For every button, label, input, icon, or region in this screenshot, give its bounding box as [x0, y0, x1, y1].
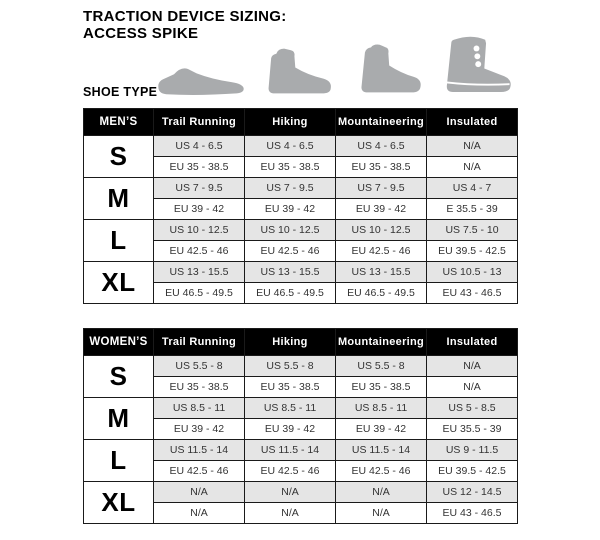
us-size-cell: US 4 - 7	[427, 178, 518, 199]
size-label-s: S	[84, 136, 154, 178]
us-size-cell: US 7 - 9.5	[154, 178, 245, 199]
us-size-cell: US 13 - 15.5	[154, 262, 245, 283]
us-size-cell: N/A	[245, 482, 336, 503]
column-header-hiking: Hiking	[245, 329, 336, 356]
eu-size-cell: EU 42.5 - 46	[245, 241, 336, 262]
us-size-cell: US 10.5 - 13	[427, 262, 518, 283]
size-label-m: M	[84, 178, 154, 220]
insulated-boot-icon	[428, 34, 518, 96]
column-header-mountaineering: Mountaineering	[336, 109, 427, 136]
mens-size-table	[83, 108, 518, 304]
us-size-cell: US 5.5 - 8	[245, 356, 336, 377]
header-row	[84, 109, 518, 136]
us-size-cell: N/A	[154, 482, 245, 503]
women-s-label: WOMEN’S	[84, 329, 154, 356]
size-row-us	[84, 356, 518, 377]
eu-size-cell: EU 43 - 46.5	[427, 283, 518, 304]
eu-size-cell: N/A	[427, 377, 518, 398]
eu-size-cell: EU 42.5 - 46	[336, 461, 427, 482]
size-label-s: S	[84, 356, 154, 398]
column-header-mountaineering: Mountaineering	[336, 329, 427, 356]
shoe-type-label: SHOE TYPE	[83, 85, 158, 99]
us-size-cell: US 5 - 8.5	[427, 398, 518, 419]
eu-size-cell: EU 39 - 42	[154, 199, 245, 220]
size-label-xl: XL	[84, 262, 154, 304]
eu-size-cell: EU 35 - 38.5	[336, 377, 427, 398]
column-header-insulated: Insulated	[427, 109, 518, 136]
us-size-cell: US 11.5 - 14	[336, 440, 427, 461]
us-size-cell: US 4 - 6.5	[154, 136, 245, 157]
us-size-cell: US 8.5 - 11	[154, 398, 245, 419]
us-size-cell: US 13 - 15.5	[336, 262, 427, 283]
eu-size-cell: N/A	[245, 503, 336, 524]
us-size-cell: US 5.5 - 8	[336, 356, 427, 377]
us-size-cell: US 9 - 11.5	[427, 440, 518, 461]
eu-size-cell: N/A	[427, 157, 518, 178]
eu-size-cell: N/A	[336, 503, 427, 524]
us-size-cell: US 4 - 6.5	[336, 136, 427, 157]
womens-size-table	[83, 328, 518, 524]
size-row-us	[84, 440, 518, 461]
eu-size-cell: EU 39 - 42	[154, 419, 245, 440]
page-title-line1: TRACTION DEVICE SIZING:	[83, 8, 287, 25]
us-size-cell: US 11.5 - 14	[245, 440, 336, 461]
us-size-cell: US 7 - 9.5	[336, 178, 427, 199]
eu-size-cell: EU 35.5 - 39	[427, 419, 518, 440]
eu-size-cell: EU 35 - 38.5	[336, 157, 427, 178]
us-size-cell: US 10 - 12.5	[154, 220, 245, 241]
eu-size-cell: EU 42.5 - 46	[154, 461, 245, 482]
us-size-cell: US 11.5 - 14	[154, 440, 245, 461]
women-s-table	[83, 328, 518, 524]
men-s-table	[83, 108, 518, 304]
us-size-cell: US 12 - 14.5	[427, 482, 518, 503]
eu-size-cell: EU 42.5 - 46	[154, 241, 245, 262]
eu-size-cell: N/A	[154, 503, 245, 524]
eu-size-cell: EU 35 - 38.5	[245, 377, 336, 398]
eu-size-cell: E 35.5 - 39	[427, 199, 518, 220]
column-header-trail-running: Trail Running	[154, 109, 245, 136]
size-row-us	[84, 482, 518, 503]
us-size-cell: US 10 - 12.5	[245, 220, 336, 241]
mountaineering-boot-icon	[339, 42, 429, 96]
eu-size-cell: EU 39 - 42	[245, 419, 336, 440]
eu-size-cell: EU 46.5 - 49.5	[154, 283, 245, 304]
eu-size-cell: EU 35 - 38.5	[154, 377, 245, 398]
eu-size-cell: EU 46.5 - 49.5	[245, 283, 336, 304]
size-row-us	[84, 136, 518, 157]
eu-size-cell: EU 42.5 - 46	[336, 241, 427, 262]
size-label-l: L	[84, 440, 154, 482]
eu-size-cell: EU 35 - 38.5	[154, 157, 245, 178]
eu-size-cell: EU 39 - 42	[336, 419, 427, 440]
us-size-cell: US 10 - 12.5	[336, 220, 427, 241]
eu-size-cell: EU 42.5 - 46	[245, 461, 336, 482]
us-size-cell: N/A	[427, 356, 518, 377]
size-row-us	[84, 220, 518, 241]
men-s-label: MEN’S	[84, 109, 154, 136]
size-row-us	[84, 262, 518, 283]
eu-size-cell: EU 39 - 42	[245, 199, 336, 220]
size-row-us	[84, 178, 518, 199]
eu-size-cell: EU 39.5 - 42.5	[427, 461, 518, 482]
eu-size-cell: EU 43 - 46.5	[427, 503, 518, 524]
size-label-m: M	[84, 398, 154, 440]
eu-size-cell: EU 39 - 42	[336, 199, 427, 220]
column-header-hiking: Hiking	[245, 109, 336, 136]
us-size-cell: US 8.5 - 11	[245, 398, 336, 419]
size-label-l: L	[84, 220, 154, 262]
size-label-xl: XL	[84, 482, 154, 524]
eu-size-cell: EU 35 - 38.5	[245, 157, 336, 178]
us-size-cell: US 8.5 - 11	[336, 398, 427, 419]
eu-size-cell: EU 46.5 - 49.5	[336, 283, 427, 304]
us-size-cell: US 5.5 - 8	[154, 356, 245, 377]
us-size-cell: US 7.5 - 10	[427, 220, 518, 241]
us-size-cell: US 7 - 9.5	[245, 178, 336, 199]
us-size-cell: US 13 - 15.5	[245, 262, 336, 283]
page-title-line2: ACCESS SPIKE	[83, 25, 199, 42]
size-row-us	[84, 398, 518, 419]
hiking-boot-icon	[249, 46, 339, 96]
us-size-cell: N/A	[427, 136, 518, 157]
header-row	[84, 329, 518, 356]
shoe-icons-row	[153, 36, 518, 96]
trail-running-shoe-icon	[153, 56, 249, 96]
us-size-cell: US 4 - 6.5	[245, 136, 336, 157]
us-size-cell: N/A	[336, 482, 427, 503]
column-header-insulated: Insulated	[427, 329, 518, 356]
eu-size-cell: EU 39.5 - 42.5	[427, 241, 518, 262]
column-header-trail-running: Trail Running	[154, 329, 245, 356]
